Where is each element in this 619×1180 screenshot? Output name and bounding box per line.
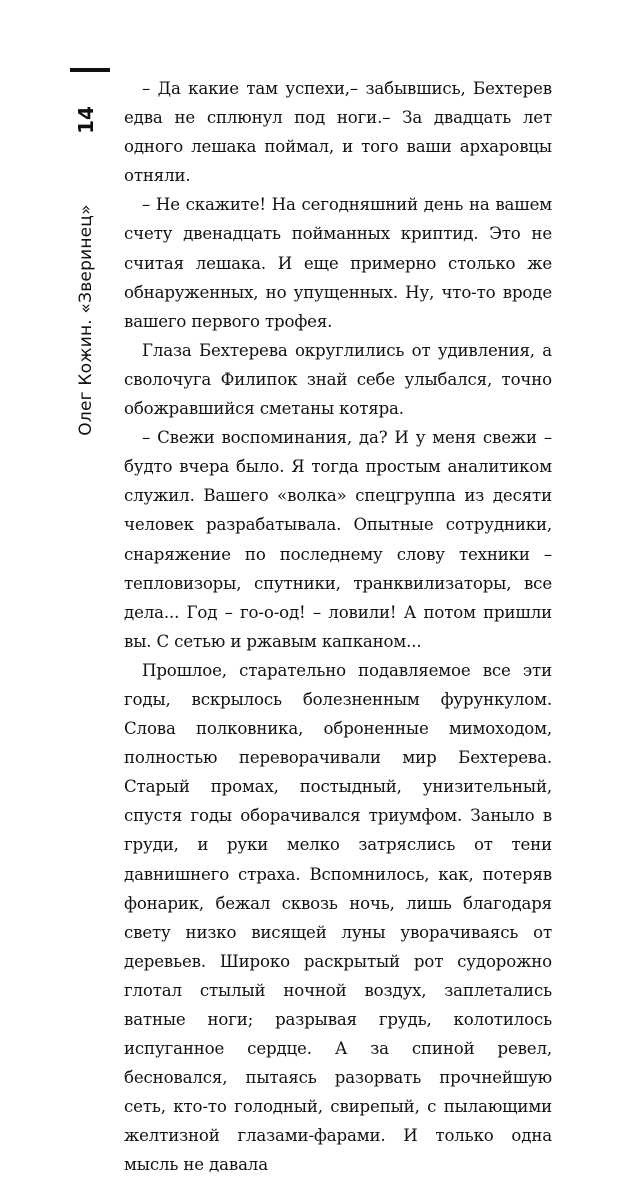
page-number: 14 [74, 106, 98, 134]
paragraph: Прошлое, старательно подавляемое все эти годы, вскрылось болезненным фурункулом. Слова полковника, оброненные мимоходом, полностью переворачивали мир Бехтерева. Старый промах, постыдный, унизительный, спустя годы оборачивался триумфом. Заныло в груди, и руки мелко затряслись от тени давнишнего страха. Вспомнилось, как, потеряв фонарик, бежал сквозь ночь, лишь благодаря свету низко висящей луны уворачиваясь от деревьев. Широко раскрытый рот судорожно глотал стылый ночной воздух, заплетались ватные ноги; разрывая грудь, колотилось испуганное сердце. А за спиной ревел, бесновался, пытаясь разорвать прочнейшую сеть, кто-то голодный, свирепый, с пылающими желтизной глазами-фарами. И только одна мысль не давала [124, 660, 552, 1175]
body-text [124, 74, 552, 1180]
paragraph: Глаза Бехтерева округлились от удивления, а сволочуга Филипок знай себе улыбался, точно обожравшийся сметаны котяра. [124, 340, 552, 419]
paragraph: – Свежи воспоминания, да? И у меня свежи – будто вчера было. Я тогда простым аналитиком служил. Вашего «волка» спецгруппа из десяти человек разрабатывала. Опытные сотрудники, снаряжение по последнему слову техники – тепловизоры, спутники, транквилизаторы, все дела... Год – го-о-од! – ловили! А потом пришли вы. С сетью и ржавым капканом... [124, 428, 552, 651]
paragraph: – Не скажите! На сегодняшний день на вашем счету двенадцать пойманных криптид. Это не считая лешака. И еще примерно столько же обнаруженных, но упущенных. Ну, что-то вроде вашего первого трофея. [124, 195, 552, 331]
header-rule [70, 68, 110, 72]
running-head: Олег Кожин. «Зверинец» [76, 204, 96, 436]
paragraph: – Да какие там успехи,– забывшись, Бехтерев едва не сплюнул под ноги.– За двадцать лет одного лешака поймал, и того ваши архаровцы отняли. [124, 79, 552, 186]
